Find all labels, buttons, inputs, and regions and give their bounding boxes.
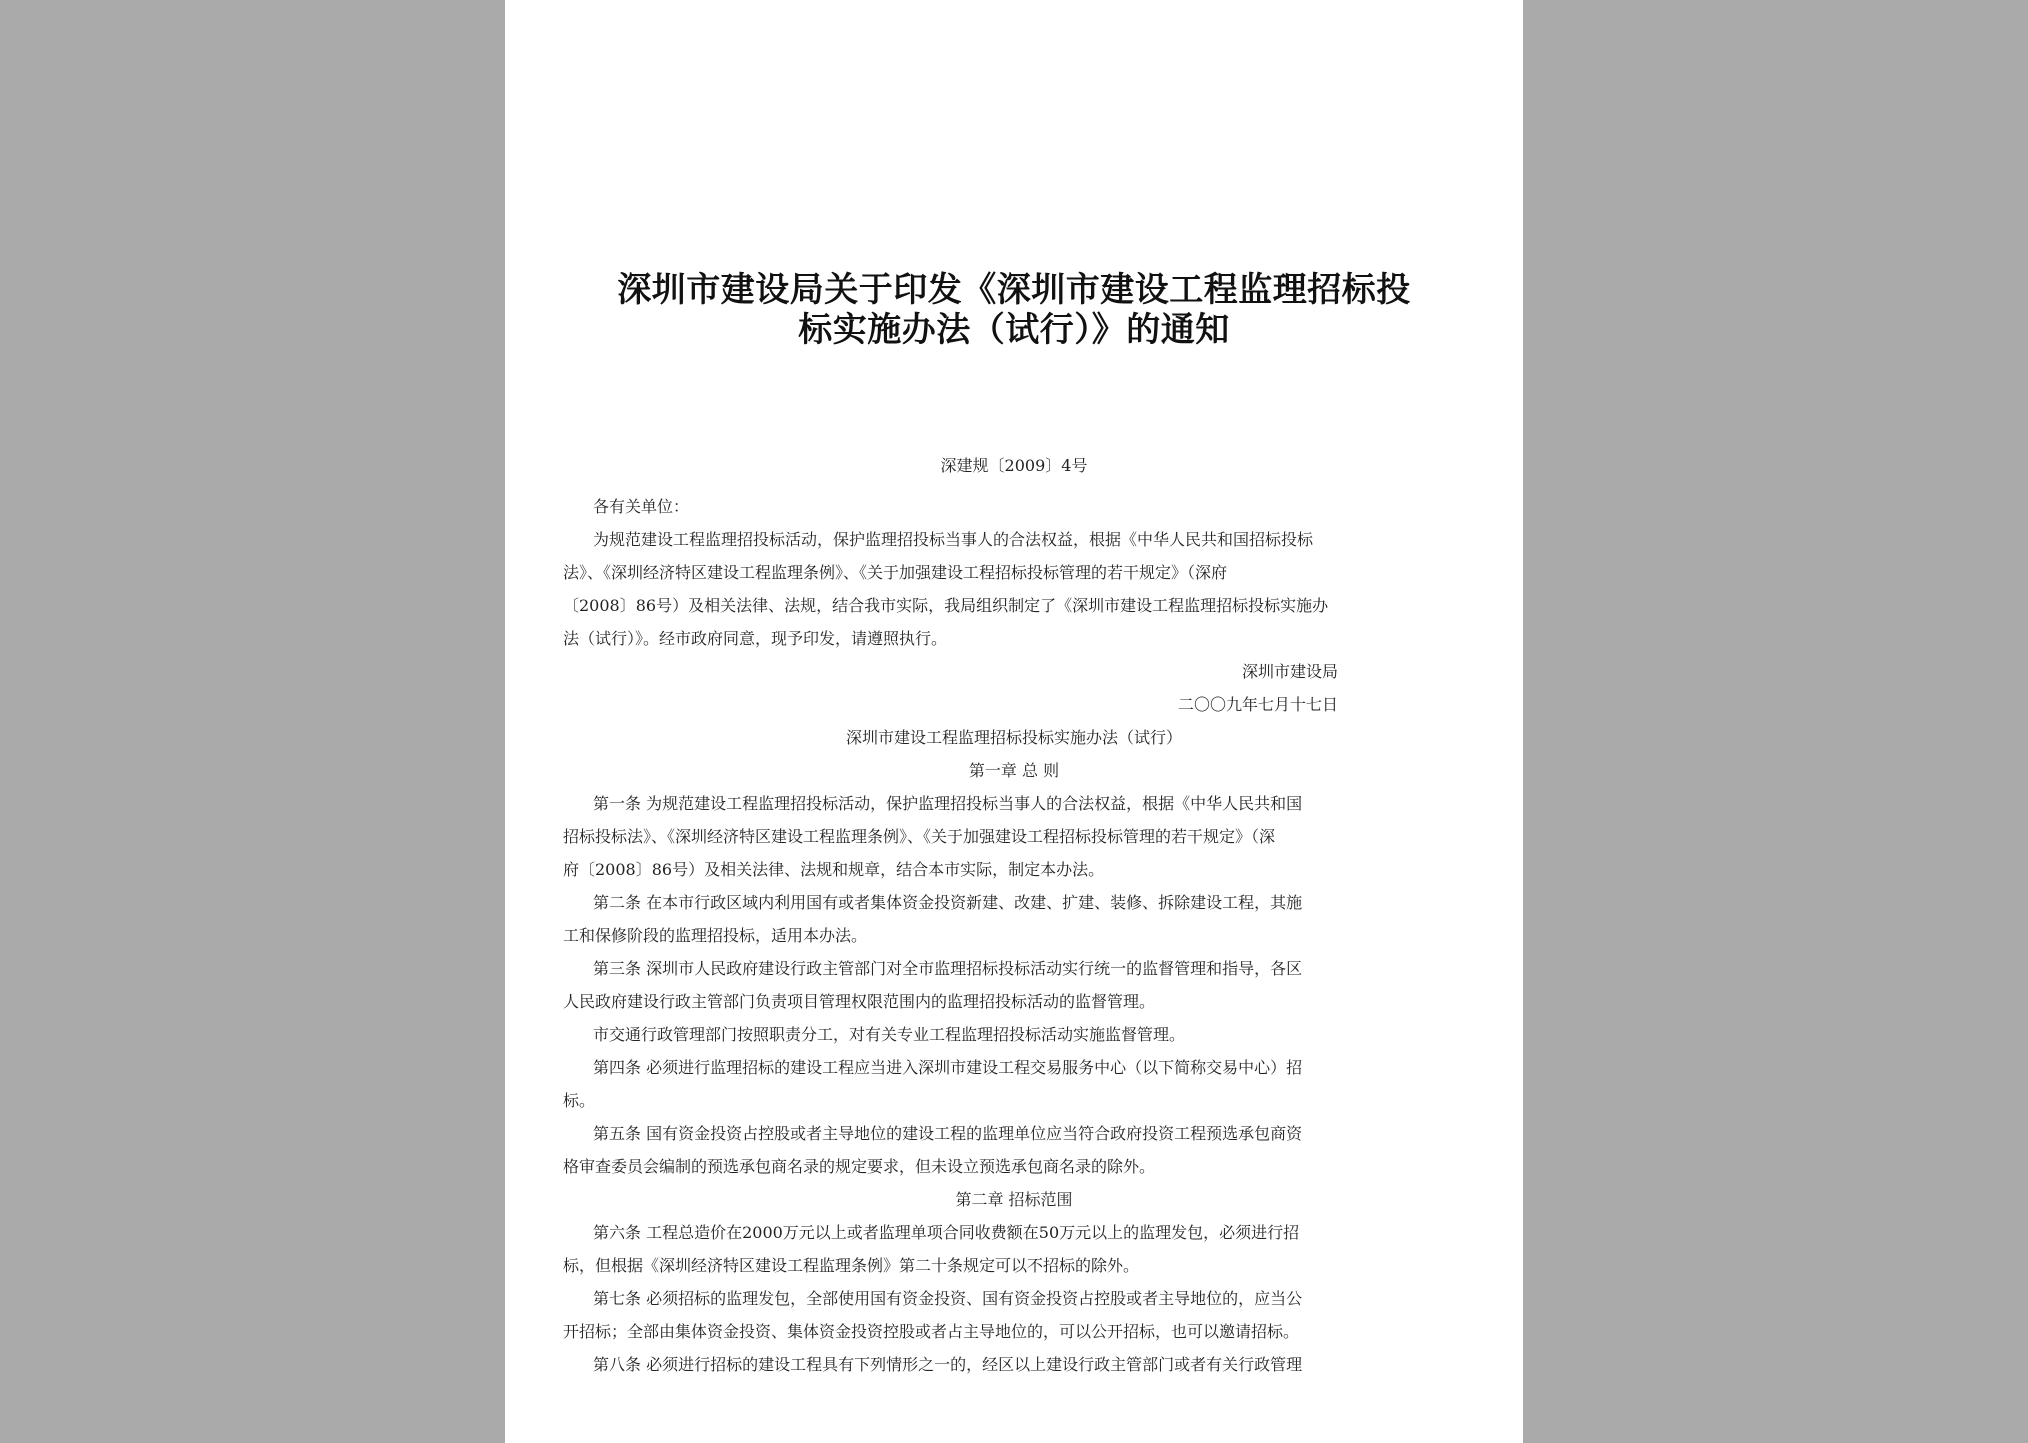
paragraph-line: 〔2008〕86号）及相关法律、法规，结合我市实际，我局组织制定了《深圳市建设工程监理招标投标实施办 bbox=[563, 596, 1329, 615]
document-title-line-1: 深圳市建设局关于印发《深圳市建设工程监理招标投 bbox=[617, 270, 1411, 310]
article-line: 第五条 国有资金投资占控股或者主导地位的建设工程的监理单位应当符合政府投资工程预选承包商资 bbox=[593, 1124, 1303, 1143]
article-line: 第四条 必须进行监理招标的建设工程应当进入深圳市建设工程交易服务中心（以下简称交易中心）招 bbox=[593, 1058, 1303, 1077]
article-line: 第八条 必须进行招标的建设工程具有下列情形之一的，经区以上建设行政主管部门或者有关行政管理 bbox=[593, 1355, 1303, 1374]
paragraph-line: 法（试行）》。经市政府同意，现予印发，请遵照执行。 bbox=[563, 629, 948, 648]
salutation: 各有关单位： bbox=[593, 497, 690, 516]
article-line: 开招标；全部由集体资金投资、集体资金投资控股或者占主导地位的，可以公开招标，也可以邀请招标。 bbox=[563, 1322, 1300, 1341]
article-line: 第三条 深圳市人民政府建设行政主管部门对全市监理招标投标活动实行统一的监督管理和指导，各区 bbox=[593, 959, 1303, 978]
article-line: 格审查委员会编制的预选承包商名录的规定要求，但未设立预选承包商名录的除外。 bbox=[563, 1157, 1156, 1176]
article-line: 第一条 为规范建设工程监理招投标活动，保护监理招投标当事人的合法权益，根据《中华人民共和国 bbox=[593, 794, 1303, 813]
article-line: 第二条 在本市行政区域内利用国有或者集体资金投资新建、改建、扩建、装修、拆除建设工程，其施 bbox=[593, 893, 1303, 912]
article-line: 工和保修阶段的监理招投标，适用本办法。 bbox=[563, 926, 868, 945]
document-title-line-2: 标实施办法（试行）》的通知 bbox=[798, 310, 1230, 350]
regulation-title: 深圳市建设工程监理招标投标实施办法（试行） bbox=[845, 728, 1182, 747]
article-line: 人民政府建设行政主管部门负责项目管理权限范围内的监理招投标活动的监督管理。 bbox=[563, 992, 1156, 1011]
article-line: 市交通行政管理部门按照职责分工，对有关专业工程监理招投标活动实施监督管理。 bbox=[593, 1025, 1186, 1044]
article-line: 第七条 必须招标的监理发包，全部使用国有资金投资、国有资金投资占控股或者主导地位的，应当公 bbox=[593, 1289, 1303, 1308]
article-line: 标，但根据《深圳经济特区建设工程监理条例》第二十条规定可以不招标的除外。 bbox=[563, 1256, 1140, 1275]
article-line: 第六条 工程总造价在2000万元以上或者监理单项合同收费额在50万元以上的监理发包，必须进行招 bbox=[593, 1223, 1300, 1242]
document-number: 深建规〔2009〕4号 bbox=[940, 456, 1088, 475]
document-page bbox=[505, 0, 1523, 1443]
article-line: 标。 bbox=[563, 1091, 596, 1110]
article-line: 招标投标法》、《深圳经济特区建设工程监理条例》、《关于加强建设工程招标投标管理的若干规定》（深 bbox=[563, 827, 1276, 846]
issuer-signature: 深圳市建设局 bbox=[1241, 662, 1338, 681]
paragraph-line: 法》、《深圳经济特区建设工程监理条例》、《关于加强建设工程招标投标管理的若干规定》（深府 bbox=[563, 563, 1228, 582]
issue-date: 二〇〇九年七月十七日 bbox=[1177, 695, 1338, 714]
paragraph-line: 为规范建设工程监理招投标活动，保护监理招投标当事人的合法权益，根据《中华人民共和国招标投标 bbox=[593, 530, 1314, 549]
chapter-heading: 第一章 总 则 bbox=[968, 761, 1060, 780]
article-line: 府〔2008〕86号）及相关法律、法规和规章，结合本市实际，制定本办法。 bbox=[563, 860, 1105, 879]
chapter-heading: 第二章 招标范围 bbox=[955, 1190, 1073, 1209]
